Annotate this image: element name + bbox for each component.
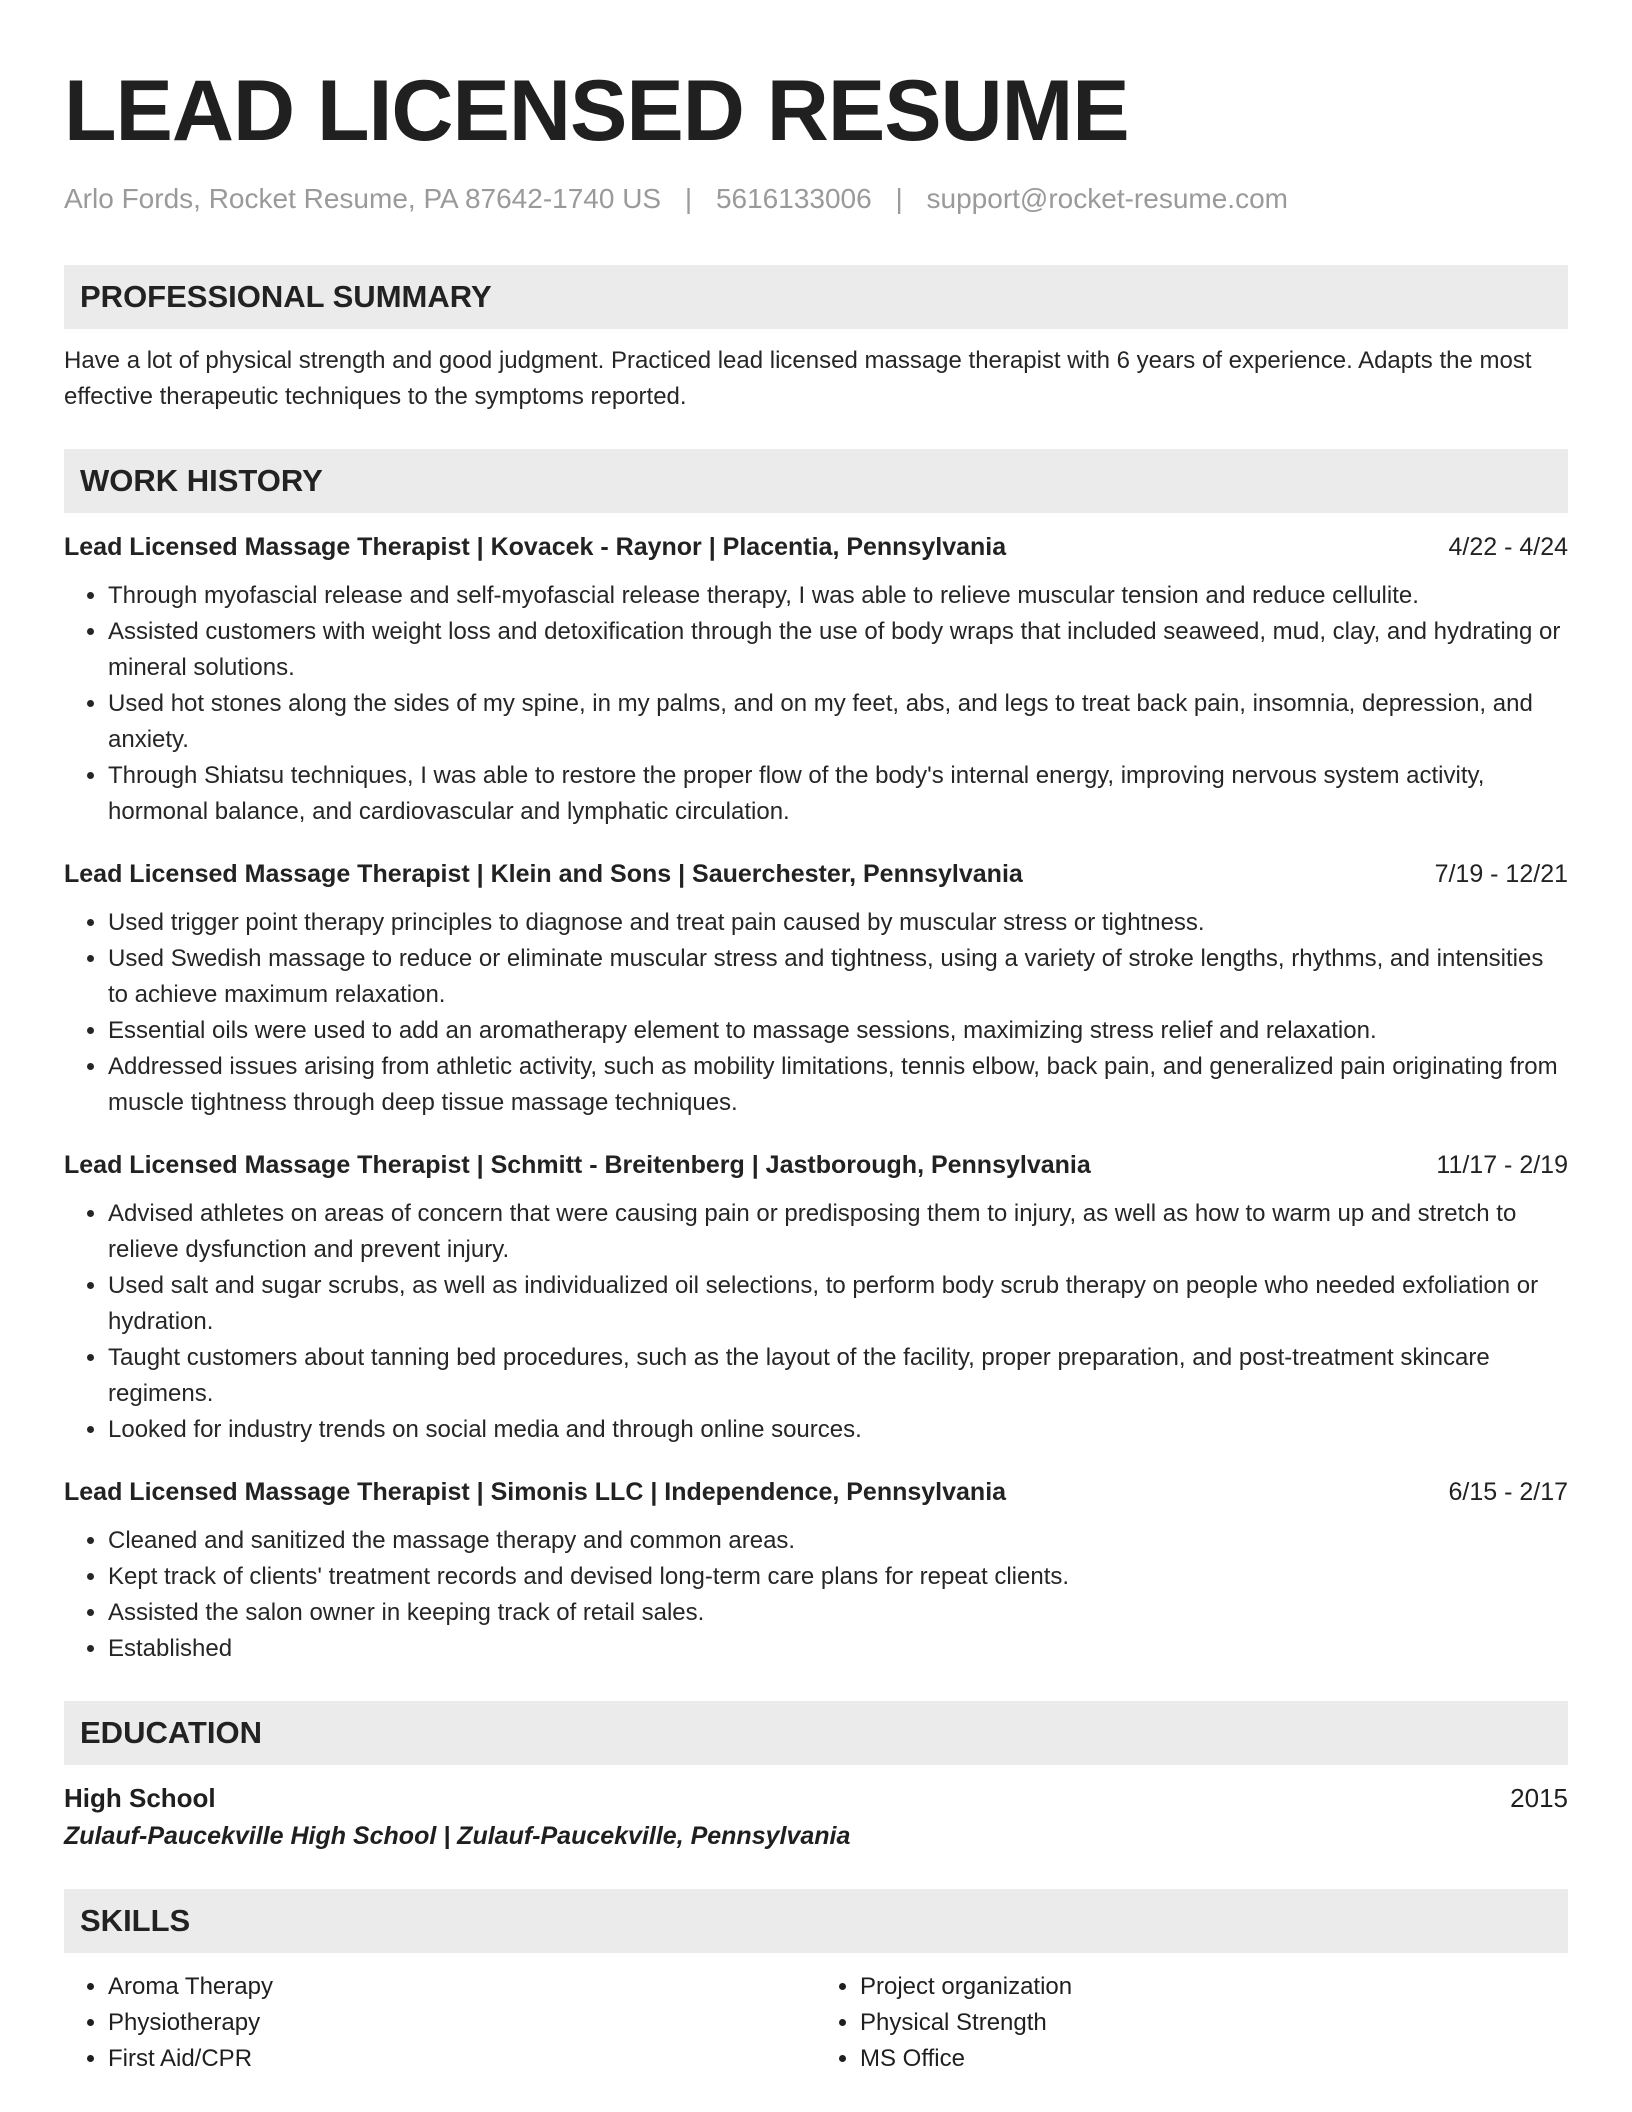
contact-phone: 5616133006 [715,183,872,215]
job-title: Lead Licensed Massage Therapist | Klein and Sons | Sauerchester, Pennsylvania [64,860,1023,889]
skill-item: • Aroma Therapy [108,1969,816,2005]
job-header [64,1151,1568,1180]
job-header [64,1478,1568,1507]
skill-item: • Physiotherapy [108,2005,816,2041]
education-school: Zulauf-Paucekville High School | Zulauf-Paucekville, Pennsylvania [64,1822,851,1851]
job-bullet: • Assisted customers with weight loss and detoxification through the use of body wraps that included seaweed, mud, clay, and hydrating or mineral solutions. [108,614,1568,686]
education-degree: High School [64,1783,216,1814]
job-dates: 11/17 - 2/19 [1436,1151,1568,1180]
resume-title: LEAD LICENSED RESUME [64,63,1129,159]
job-bullet: • Used hot stones along the sides of my spine, in my palms, and on my feet, abs, and legs to treat back pain, insomnia, depression, and anxiety. [108,686,1568,758]
job-bullet: • Looked for industry trends on social media and through online sources. [108,1412,1568,1448]
job-entry [64,1478,1568,1667]
contact-separator: | [684,183,693,215]
skill-item: • MS Office [860,2041,1568,2077]
job-entry [64,533,1568,830]
skills-heading: SKILLS [64,1889,1568,1953]
work-history-heading: WORK HISTORY [64,449,1568,513]
job-bullet: • Kept track of clients' treatment records and devised long-term care plans for repeat clients. [108,1559,1568,1595]
education-year: 2015 [1510,1783,1568,1814]
job-entry [64,860,1568,1121]
skills-column-right [816,1969,1568,2077]
job-bullet: • Assisted the salon owner in keeping track of retail sales. [108,1595,1568,1631]
summary-heading: PROFESSIONAL SUMMARY [64,265,1568,329]
skill-item: • Physical Strength [860,2005,1568,2041]
job-bullet: • Used salt and sugar scrubs, as well as individualized oil selections, to perform body scrub therapy on people who needed exfoliation or hydration. [108,1268,1568,1340]
education-heading: EDUCATION [64,1701,1568,1765]
job-bullets [64,1523,1568,1667]
job-bullet: • Through Shiatsu techniques, I was able to restore the proper flow of the body's internal energy, improving nervous system activity, hormonal balance, and cardiovascular and lymphatic circulation. [108,758,1568,830]
job-bullets [64,578,1568,830]
job-bullets [64,1196,1568,1448]
job-entry [64,1151,1568,1448]
job-bullet: • Used trigger point therapy principles to diagnose and treat pain caused by muscular stress or tightness. [108,905,1568,941]
contact-separator: | [895,183,903,215]
contact-email: support@rocket-resume.com [926,183,1288,215]
education-row [64,1783,1568,1814]
skills-column-left [64,1969,816,2077]
contact-line [64,183,1568,215]
job-bullet: • Addressed issues arising from athletic activity, such as mobility limitations, tennis elbow, back pain, and generalized pain originating from muscle tightness through deep tissue massage techniques. [108,1049,1568,1121]
job-bullets [64,905,1568,1121]
job-bullet: • Cleaned and sanitized the massage therapy and common areas. [108,1523,1568,1559]
job-header [64,860,1568,889]
skills-list [64,1969,1568,2077]
job-bullet: • Taught customers about tanning bed procedures, such as the layout of the facility, proper preparation, and post-treatment skincare regimens. [108,1340,1568,1412]
job-title: Lead Licensed Massage Therapist | Simonis LLC | Independence, Pennsylvania [64,1478,1007,1507]
job-dates: 6/15 - 2/17 [1448,1478,1568,1507]
job-header [64,533,1568,562]
job-dates: 4/22 - 4/24 [1448,533,1568,562]
job-bullet: • Used Swedish massage to reduce or eliminate muscular stress and tightness, using a variety of stroke lengths, rhythms, and intensities to achieve maximum relaxation. [108,941,1568,1013]
skill-item: • Project organization [860,1969,1568,2005]
job-bullet: • Through myofascial release and self-myofascial release therapy, I was able to relieve muscular tension and reduce cellulite. [108,578,1568,614]
job-bullet: • Established [108,1631,1568,1667]
job-bullet: • Advised athletes on areas of concern that were causing pain or predisposing them to injury, as well as how to warm up and stretch to relieve dysfunction and prevent injury. [108,1196,1568,1268]
job-title: Lead Licensed Massage Therapist | Schmitt - Breitenberg | Jastborough, Pennsylvania [64,1151,1091,1180]
job-title: Lead Licensed Massage Therapist | Kovacek - Raynor | Placentia, Pennsylvania [64,533,1007,562]
summary-text: Have a lot of physical strength and good judgment. Practiced lead licensed massage therapist with 6 years of experience. Adapts the most effective therapeutic techniques to the symptoms reported. [64,347,1532,411]
job-dates: 7/19 - 12/21 [1434,860,1568,889]
skill-item: • First Aid/CPR [108,2041,816,2077]
contact-address: Arlo Fords, Rocket Resume, PA 87642-1740 US [64,183,662,215]
job-bullet: • Essential oils were used to add an aromatherapy element to massage sessions, maximizing stress relief and relaxation. [108,1013,1568,1049]
